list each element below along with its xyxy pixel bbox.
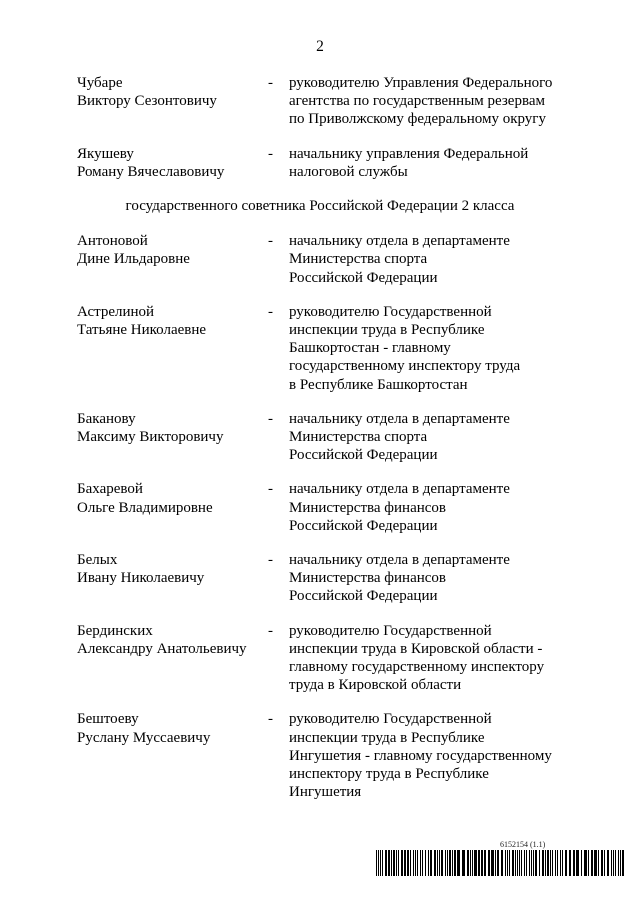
section-first bbox=[0, 74, 640, 181]
position-title-line: агентства по государственным резервам bbox=[289, 93, 545, 110]
position-title bbox=[289, 551, 589, 606]
rank-heading: государственного советника Российской Федерации 2 класса bbox=[125, 198, 515, 215]
position-title-line: Министерства спорта bbox=[289, 251, 428, 268]
position-title-line: инспекции труда в Республике bbox=[289, 729, 485, 746]
appointment-entry bbox=[0, 410, 640, 465]
position-title-line: Министерства финансов bbox=[289, 570, 446, 587]
position-title-line: Министерства финансов bbox=[289, 499, 446, 516]
position-title bbox=[289, 480, 589, 535]
position-title-line: руководителю Государственной bbox=[289, 303, 492, 320]
person-name bbox=[77, 74, 257, 110]
barcode bbox=[376, 840, 626, 880]
appointment-entry bbox=[0, 303, 640, 394]
position-title-line: Министерства спорта bbox=[289, 429, 428, 446]
separator-dash: - bbox=[268, 145, 273, 162]
appointment-entry bbox=[0, 145, 640, 181]
position-title-line: руководителю Управления Федерального bbox=[289, 75, 553, 91]
separator-dash: - bbox=[268, 552, 273, 569]
position-title-line: по Приволжскому федеральному округу bbox=[289, 111, 546, 128]
position-title-line: главному государственному инспектору bbox=[289, 659, 545, 676]
appointment-entry bbox=[0, 74, 640, 129]
person-name bbox=[77, 480, 257, 516]
person-name-line: Бахаревой bbox=[77, 481, 143, 498]
barcode-image bbox=[376, 850, 626, 876]
appointment-entry bbox=[0, 622, 640, 695]
person-name bbox=[77, 551, 257, 587]
person-name-line: Ивану Николаевичу bbox=[77, 570, 205, 587]
position-title-line: руководителю Государственной bbox=[289, 622, 492, 639]
person-name-line: Бештоеву bbox=[77, 711, 139, 728]
appointment-entry bbox=[0, 232, 640, 287]
person-name-line: Дине Ильдаровне bbox=[77, 251, 190, 268]
position-title bbox=[289, 622, 589, 695]
position-title-line: труда в Кировской области bbox=[289, 677, 462, 694]
position-title bbox=[289, 710, 589, 801]
position-title bbox=[289, 232, 589, 287]
person-name-line: Якушеву bbox=[77, 145, 134, 162]
position-title-line: налоговой службы bbox=[289, 163, 408, 180]
person-name bbox=[77, 622, 257, 658]
appointment-entry bbox=[0, 480, 640, 535]
separator-dash: - bbox=[268, 622, 273, 639]
position-title-line: Ингушетия - главному государственному bbox=[289, 747, 552, 764]
separator-dash: - bbox=[268, 303, 273, 320]
person-name-line: Татьяне Николаевне bbox=[77, 322, 207, 339]
page-number: 2 bbox=[316, 38, 324, 55]
position-title-line: Ингушетия bbox=[289, 784, 362, 801]
position-title bbox=[289, 74, 589, 129]
person-name-line: Бердинских bbox=[77, 622, 153, 639]
position-title-line: в Республике Башкортостан bbox=[289, 376, 468, 393]
position-title-line: начальнику управления Федеральной bbox=[289, 145, 529, 162]
person-name bbox=[77, 410, 257, 446]
appointment-entry bbox=[0, 551, 640, 606]
person-name-line: Руслану Муссаевичу bbox=[77, 729, 211, 746]
position-title-line: Российской Федерации bbox=[289, 269, 438, 286]
barcode-number: 6152154 (1.1) bbox=[500, 840, 546, 849]
person-name-line: Александру Анатольевичу bbox=[77, 640, 247, 657]
position-title-line: государственному инспектору труда bbox=[289, 358, 521, 375]
person-name-line: Чубаре bbox=[77, 75, 123, 91]
person-name bbox=[77, 232, 257, 268]
position-title-line: Российской Федерации bbox=[289, 447, 438, 464]
person-name-line: Роману Вячеславовичу bbox=[77, 163, 225, 180]
position-title bbox=[289, 303, 589, 394]
person-name-line: Астрелиной bbox=[77, 303, 155, 320]
position-title-line: инспекции труда в Кировской области - bbox=[289, 640, 543, 657]
position-title bbox=[289, 410, 589, 465]
position-title-line: начальнику отдела в департаменте bbox=[289, 410, 510, 427]
position-title-line: Башкортостан - главному bbox=[289, 340, 451, 357]
person-name bbox=[77, 710, 257, 746]
person-name-line: Ольге Владимировне bbox=[77, 499, 213, 516]
separator-dash: - bbox=[268, 481, 273, 498]
position-title-line: инспекции труда в Республике bbox=[289, 322, 485, 339]
person-name-line: Максиму Викторовичу bbox=[77, 429, 224, 446]
appointment-list bbox=[0, 74, 640, 818]
person-name bbox=[77, 145, 257, 181]
person-name-line: Белых bbox=[77, 552, 118, 569]
separator-dash: - bbox=[268, 711, 273, 728]
person-name-line: Виктору Сезонтовичу bbox=[77, 93, 217, 110]
position-title-line: начальнику отдела в департаменте bbox=[289, 481, 510, 498]
position-title-line: руководителю Государственной bbox=[289, 711, 492, 728]
section-second bbox=[0, 232, 640, 801]
separator-dash: - bbox=[268, 233, 273, 250]
position-title-line: Российской Федерации bbox=[289, 517, 438, 534]
position-title-line: начальнику отдела в департаменте bbox=[289, 552, 510, 569]
separator-dash: - bbox=[268, 75, 273, 91]
appointment-entry bbox=[0, 710, 640, 801]
separator-dash: - bbox=[268, 410, 273, 427]
position-title-line: начальнику отдела в департаменте bbox=[289, 233, 510, 250]
person-name-line: Антоновой bbox=[77, 233, 148, 250]
position-title bbox=[289, 145, 589, 181]
person-name bbox=[77, 303, 257, 339]
position-title-line: инспектору труда в Республике bbox=[289, 766, 489, 783]
person-name-line: Баканову bbox=[77, 410, 136, 427]
position-title-line: Российской Федерации bbox=[289, 588, 438, 605]
